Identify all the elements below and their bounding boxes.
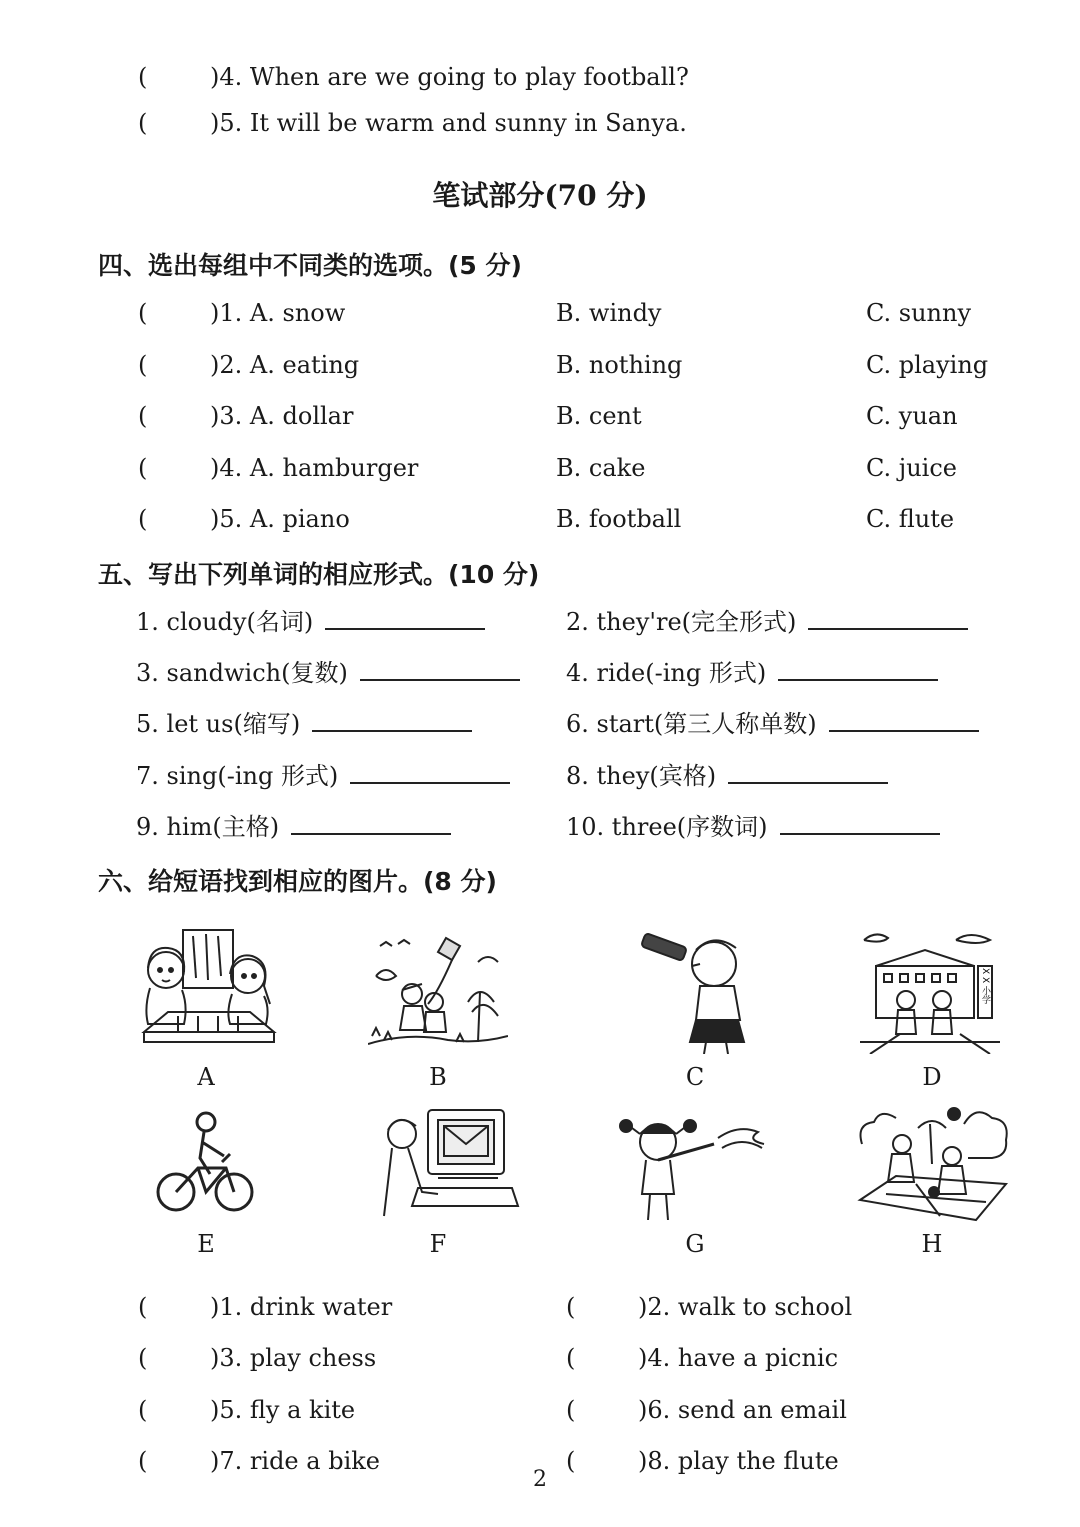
answer-blank[interactable]: [312, 708, 472, 732]
answer-paren[interactable]: (: [566, 1396, 576, 1424]
item-number: 1: [219, 1293, 235, 1321]
answer-blank[interactable]: [808, 606, 968, 630]
answer-paren[interactable]: (: [138, 109, 148, 137]
section4-heading: 四、选出每组中不同类的选项。(5 分): [98, 251, 522, 280]
item-text: 6. start(第三人称单数): [566, 710, 817, 738]
s5-item-4: [566, 657, 938, 688]
option-a: A. piano: [249, 505, 350, 533]
school-sign-text: X X 小学: [980, 967, 990, 1005]
written-part-title: 笔试部分(70 分): [432, 179, 648, 212]
question-number: 5: [219, 109, 235, 137]
s4-item-4: )4. A. hamburger: [210, 454, 419, 482]
item-number: 3: [219, 402, 235, 430]
option-a: A. hamburger: [249, 454, 419, 482]
picture-c-drink-water: [640, 930, 760, 1054]
s6-item-1: )1. drink water: [210, 1293, 393, 1321]
s6-item-2: )2. walk to school: [638, 1293, 853, 1321]
picture-label-f: F: [429, 1230, 447, 1258]
s6-item-8: )8. play the flute: [638, 1447, 839, 1475]
option-c: C. juice: [866, 454, 957, 482]
s4-item-3: )3. A. dollar: [210, 402, 354, 430]
item-text: 8. they(宾格): [566, 762, 717, 790]
section6-heading: 六、给短语找到相应的图片。(8 分): [98, 867, 497, 896]
section5-heading: 五、写出下列单词的相应形式。(10 分): [98, 560, 540, 589]
picture-label-h: H: [921, 1230, 943, 1258]
s4-item-1: )1. A. snow: [210, 299, 346, 327]
picture-label-c: C: [685, 1063, 705, 1091]
s6-item-7: )7. ride a bike: [210, 1447, 380, 1475]
answer-paren[interactable]: (: [138, 1293, 148, 1321]
question-5: )5. It will be warm and sunny in Sanya.: [210, 109, 687, 137]
option-c: C. flute: [866, 505, 955, 533]
item-text: send an email: [677, 1396, 847, 1424]
picture-b-fly-a-kite: [368, 932, 508, 1052]
option-c: C. playing: [866, 351, 989, 379]
answer-paren[interactable]: (: [138, 505, 148, 533]
picture-d-walk-to-school: [860, 930, 1000, 1054]
answer-paren[interactable]: (: [138, 1447, 148, 1475]
item-text: 9. him(主格): [136, 813, 280, 841]
question-text: It will be warm and sunny in Sanya.: [249, 109, 687, 137]
option-a: A. dollar: [249, 402, 354, 430]
item-number: 4: [219, 454, 235, 482]
page-number: 2: [533, 1467, 547, 1492]
picture-label-b: B: [429, 1063, 447, 1091]
answer-paren[interactable]: (: [566, 1447, 576, 1475]
item-number: 4: [647, 1344, 663, 1372]
answer-blank[interactable]: [778, 657, 938, 681]
item-number: 7: [219, 1447, 235, 1475]
option-a: A. snow: [249, 299, 346, 327]
picture-label-d: D: [922, 1063, 942, 1091]
item-text: play chess: [249, 1344, 377, 1372]
option-c: C. sunny: [866, 299, 972, 327]
answer-paren[interactable]: (: [138, 351, 148, 379]
s5-item-3: [136, 657, 520, 688]
answer-blank[interactable]: [350, 760, 510, 784]
answer-blank[interactable]: [291, 811, 451, 835]
picture-a-play-chess: [138, 928, 278, 1050]
answer-paren[interactable]: (: [138, 299, 148, 327]
item-number: 8: [647, 1447, 663, 1475]
picture-g-play-the-flute: [618, 1104, 768, 1220]
s5-item-6: [566, 708, 979, 739]
s6-item-4: )4. have a picnic: [638, 1344, 839, 1372]
item-text: 7. sing(-ing 形式): [136, 762, 339, 790]
answer-paren[interactable]: (: [138, 63, 148, 91]
item-number: 2: [647, 1293, 663, 1321]
question-number: 4: [219, 63, 235, 91]
item-text: fly a kite: [249, 1396, 356, 1424]
s5-item-9: [136, 811, 451, 842]
s6-item-3: )3. play chess: [210, 1344, 377, 1372]
answer-blank[interactable]: [829, 708, 979, 732]
question-text: When are we going to play football?: [249, 63, 689, 91]
option-b: B. cake: [556, 454, 646, 482]
s4-item-2: )2. A. eating: [210, 351, 360, 379]
item-text: 2. they're(完全形式): [566, 608, 797, 636]
item-number: 2: [219, 351, 235, 379]
answer-paren[interactable]: (: [138, 1344, 148, 1372]
s6-item-6: )6. send an email: [638, 1396, 847, 1424]
answer-blank[interactable]: [728, 760, 888, 784]
item-number: 3: [219, 1344, 235, 1372]
item-number: 6: [647, 1396, 663, 1424]
answer-paren[interactable]: (: [138, 402, 148, 430]
item-text: drink water: [249, 1293, 393, 1321]
option-b: B. football: [556, 505, 682, 533]
option-a: A. eating: [249, 351, 360, 379]
answer-paren[interactable]: (: [138, 454, 148, 482]
answer-blank[interactable]: [780, 811, 940, 835]
answer-blank[interactable]: [360, 657, 520, 681]
s5-item-1: [136, 606, 485, 637]
s6-item-5: )5. fly a kite: [210, 1396, 356, 1424]
s5-item-8: [566, 760, 888, 791]
s5-item-2: [566, 606, 968, 637]
s4-item-5: )5. A. piano: [210, 505, 350, 533]
item-text: 3. sandwich(复数): [136, 659, 348, 687]
item-text: play the flute: [677, 1447, 839, 1475]
item-text: walk to school: [677, 1293, 853, 1321]
answer-paren[interactable]: (: [138, 1396, 148, 1424]
s5-item-10: [566, 811, 940, 842]
answer-blank[interactable]: [325, 606, 485, 630]
answer-paren[interactable]: (: [566, 1344, 576, 1372]
picture-label-a: A: [197, 1063, 215, 1091]
item-text: have a picnic: [677, 1344, 839, 1372]
picture-f-send-an-email: [378, 1106, 522, 1224]
item-text: ride a bike: [249, 1447, 380, 1475]
s5-item-5: [136, 708, 472, 739]
s5-item-7: [136, 760, 510, 791]
picture-label-g: G: [685, 1230, 705, 1258]
item-number: 5: [219, 505, 235, 533]
option-c: C. yuan: [866, 402, 958, 430]
item-text: 1. cloudy(名词): [136, 608, 314, 636]
answer-paren[interactable]: (: [566, 1293, 576, 1321]
item-text: 4. ride(-ing 形式): [566, 659, 767, 687]
picture-label-e: E: [197, 1230, 215, 1258]
option-b: B. windy: [556, 299, 662, 327]
option-b: B. nothing: [556, 351, 683, 379]
item-number: 1: [219, 299, 235, 327]
picture-e-ride-a-bike: [154, 1108, 258, 1216]
picture-h-have-a-picnic: [856, 1104, 1010, 1224]
item-text: 5. let us(缩写): [136, 710, 301, 738]
option-b: B. cent: [556, 402, 642, 430]
item-text: 10. three(序数词): [566, 813, 768, 841]
question-4: )4. When are we going to play football?: [210, 63, 689, 91]
item-number: 5: [219, 1396, 235, 1424]
